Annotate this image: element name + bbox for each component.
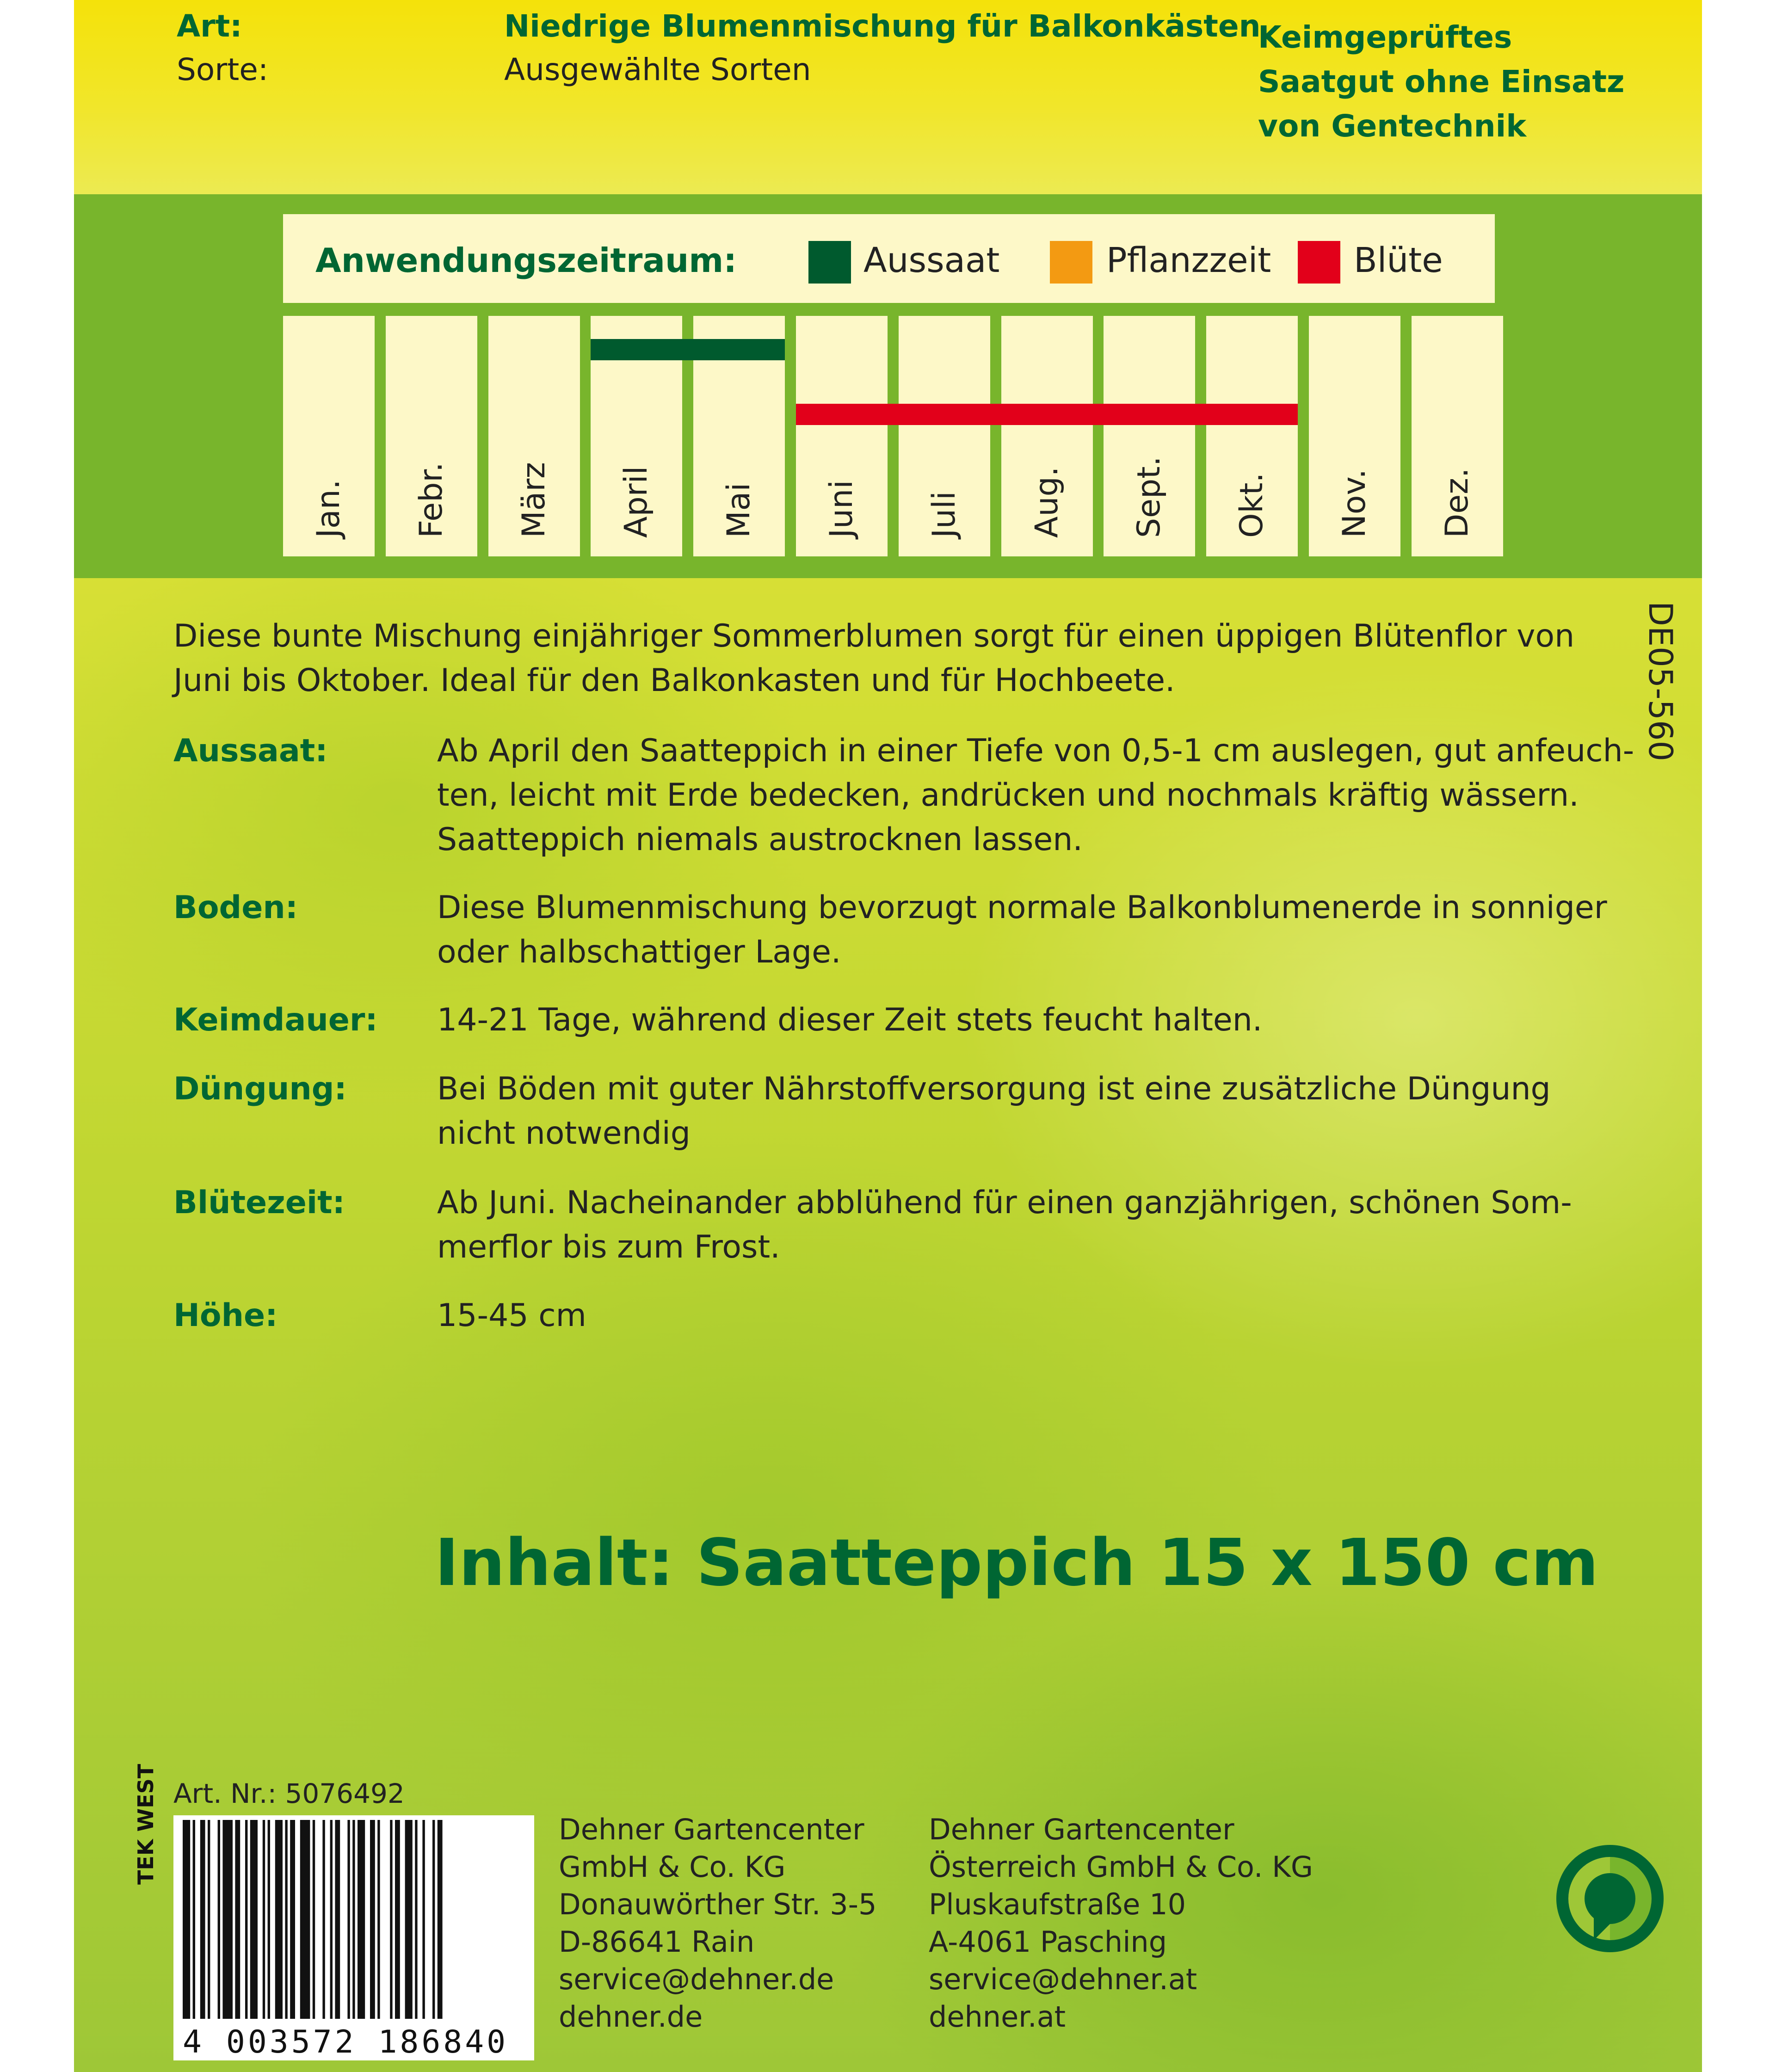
detail-text-aussaat: Ab April den Saatteppich in einer Tiefe von 0,5-1 cm auslegen, gut anfeuch- ten, leicht mit Erde bedecken, andrücken und nochmals kräftig wässern. Saatteppich niemals austrocknen lassen. [437, 733, 1634, 858]
month-label: Mai [721, 482, 757, 538]
month-label: Febr. [413, 462, 450, 538]
detail-text-bluetezeit: Ab Juni. Nacheinander abblühend für einen ganzjährigen, schönen Som- merflor bis zum Frost. [437, 1184, 1572, 1265]
barcode-digits: 4 003572 186840 [183, 2024, 509, 2060]
detail-label-bluetezeit: Blütezeit: [173, 1184, 345, 1221]
badge-line-3: von Gentechnik [1258, 108, 1527, 144]
detail-text-boden: Diese Blumenmischung bevorzugt normale Balkonblumenerde in sonniger oder halbschattiger Lage. [437, 889, 1607, 970]
month-column [899, 316, 990, 556]
month-label: Nov. [1336, 469, 1373, 538]
month-column [1206, 316, 1298, 556]
address-austria: Dehner Gartencenter Österreich GmbH & Co. KG Pluskaufstraße 10 A-4061 Pasching service@dehner.at dehner.at [929, 1813, 1313, 2034]
sorte-label: Sorte: [177, 52, 269, 87]
month-column [796, 316, 888, 556]
badge-line-1: Keimgeprüftes [1258, 19, 1512, 55]
barcode-bars [173, 1815, 534, 2023]
month-column [1001, 316, 1093, 556]
month-label: Dez. [1439, 468, 1475, 538]
calendar-title: Anwendungszeitraum: [315, 241, 737, 280]
legend-label-pflanzzeit: Pflanzzeit [1106, 240, 1271, 280]
month-label: Aug. [1029, 466, 1065, 538]
month-label: Juli [926, 491, 962, 538]
legend-swatch-aussaat [808, 241, 851, 284]
detail-label-duengung: Düngung: [173, 1071, 347, 1107]
month-label: April [618, 466, 654, 538]
month-column [1412, 316, 1503, 556]
legend-swatch-pflanzzeit [1050, 241, 1092, 284]
month-calendar [283, 316, 1495, 556]
badge-line-2: Saatgut ohne Einsatz [1258, 64, 1625, 99]
detail-label-keimdauer: Keimdauer: [173, 1002, 378, 1038]
period-bar-aussaat [591, 339, 785, 360]
content-info: Inhalt: Saatteppich 15 x 150 cm [435, 1525, 1599, 1601]
month-label: Sept. [1131, 456, 1167, 538]
description: Diese bunte Mischung einjähriger Sommerblumen sorgt für einen üppigen Blütenflor von Juni bis Oktober. Ideal für den Balkonkasten und für Hochbeete. [173, 618, 1575, 699]
month-column [488, 316, 580, 556]
detail-text-hoehe: 15-45 cm [437, 1297, 586, 1334]
tek-logo-text: TEK WEST [133, 1764, 158, 1885]
art-label: Art: [177, 8, 242, 44]
month-label: Juni [823, 480, 860, 538]
calendar-legend [283, 214, 1495, 303]
detail-text-duengung: Bei Böden mit guter Nährstoffversorgung ist eine zusätzliche Düngung nicht notwendig [437, 1071, 1551, 1152]
barcode [173, 1815, 534, 2060]
month-label: März [516, 462, 552, 538]
sorte-value: Ausgewählte Sorten [504, 52, 811, 87]
detail-label-boden: Boden: [173, 889, 298, 926]
legend-swatch-bluete [1298, 241, 1340, 284]
detail-text-keimdauer: 14-21 Tage, während dieser Zeit stets feucht halten. [437, 1002, 1263, 1038]
detail-label-hoehe: Höhe: [173, 1297, 278, 1334]
month-column [386, 316, 477, 556]
detail-label-aussaat: Aussaat: [173, 733, 328, 769]
month-label: Jan. [310, 479, 347, 538]
product-code-text: DE05-560 [1641, 601, 1679, 762]
legend-label-aussaat: Aussaat [863, 240, 1000, 280]
month-column [1104, 316, 1195, 556]
address-germany: Dehner Gartencenter GmbH & Co. KG Donauwörther Str. 3-5 D-86641 Rain service@dehner.de dehner.de [559, 1813, 877, 2034]
green-dot-icon [1554, 1843, 1665, 1954]
period-bar-bluete [796, 404, 1298, 425]
seed-packet-back [74, 0, 1702, 2072]
month-label: Okt. [1233, 472, 1270, 538]
art-value: Niedrige Blumenmischung für Balkonkästen [504, 8, 1261, 44]
month-column [283, 316, 375, 556]
month-column [1309, 316, 1400, 556]
legend-label-bluete: Blüte [1354, 240, 1443, 280]
article-number: Art. Nr.: 5076492 [173, 1778, 405, 1809]
